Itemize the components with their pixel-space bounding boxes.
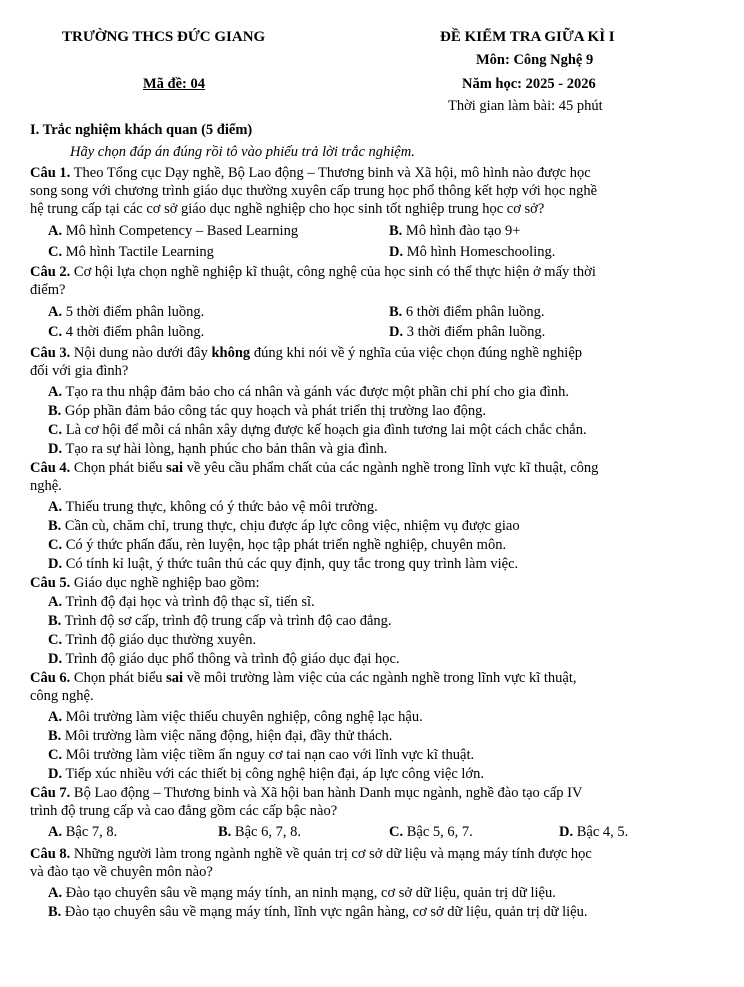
- option-b[interactable]: B. Môi trường làm việc năng động, hiện đại, đầy thử thách.: [48, 728, 393, 744]
- question-4: Câu 4. Chọn phát biểu sai về yêu cầu phẩm chất của các ngành nghề trong lĩnh vực kĩ thuật, công nghệ.: [30, 460, 599, 494]
- section-title: I. Trắc nghiệm khách quan (5 điểm): [30, 122, 253, 138]
- option-b[interactable]: B. Cần cù, chăm chỉ, trung thực, chịu được áp lực công việc, nhiệm vụ được giao: [48, 518, 520, 534]
- option-d[interactable]: D. Tạo ra sự hài lòng, hạnh phúc cho bản thân và gia đình.: [48, 441, 388, 457]
- option-a[interactable]: A. Tạo ra thu nhập đảm bảo cho cá nhân và gánh vác được một phần chi phí cho gia đình.: [48, 384, 570, 400]
- question-2: Câu 2. Cơ hội lựa chọn nghề nghiệp kĩ thuật, công nghệ của học sinh có thể thực hiện ở mấy thời điểm?: [30, 264, 596, 298]
- option-b[interactable]: B. 6 thời điểm phân luồng.: [389, 304, 545, 320]
- option-c[interactable]: C. Trình độ giáo dục thường xuyên.: [48, 632, 257, 648]
- option-d[interactable]: D. Có tính kỉ luật, ý thức tuân thủ các quy định, quy tắc trong quy trình làm việc.: [48, 556, 519, 572]
- option-d[interactable]: D. Bậc 4, 5.: [559, 824, 629, 840]
- option-a[interactable]: A. Thiếu trung thực, không có ý thức bảo vệ môi trường.: [48, 499, 378, 515]
- option-b[interactable]: B. Đào tạo chuyên sâu về mạng máy tính, lĩnh vực ngân hàng, cơ sở dữ liệu, quản trị dữ liệu.: [48, 904, 588, 920]
- option-c[interactable]: C. 4 thời điểm phân luồng.: [48, 324, 205, 340]
- question-stem: hệ trung cấp tại các cơ sở giáo dục nghề nghiệp cho học sinh tốt nghiệp trung học cơ sở?: [30, 201, 545, 217]
- option-a[interactable]: A. Bậc 7, 8.: [48, 824, 118, 840]
- question-6: Câu 6. Chọn phát biểu sai về môi trường làm việc của các ngành nghề trong lĩnh vực kĩ thuật, công nghệ.: [30, 670, 577, 704]
- option-c[interactable]: C. Môi trường làm việc tiềm ẩn nguy cơ tai nạn cao với lĩnh vực kĩ thuật.: [48, 747, 475, 763]
- question-3: Câu 3. Nội dung nào dưới đây không đúng khi nói về ý nghĩa của việc chọn đúng nghề nghiệp đối với gia đình?: [30, 345, 583, 379]
- option-d[interactable]: D. Trình độ giáo dục phổ thông và trình độ giáo dục đại học.: [48, 651, 400, 667]
- question-label: Câu 1.: [30, 165, 71, 181]
- option-a[interactable]: A. Môi trường làm việc thiếu chuyên nghiệp, công nghệ lạc hậu.: [48, 709, 423, 725]
- question-stem: song song với chương trình giáo dục thường xuyên cấp trung học phổ thông kết hợp với học nghề: [30, 183, 598, 199]
- option-b[interactable]: B. Trình độ sơ cấp, trình độ trung cấp và trình độ cao đẳng.: [48, 613, 392, 629]
- option-a[interactable]: A. Đào tạo chuyên sâu về mạng máy tính, an ninh mạng, cơ sở dữ liệu, quản trị dữ liệu.: [48, 885, 556, 901]
- question-stem: Theo Tổng cục Dạy nghề, Bộ Lao động – Thương binh và Xã hội, mô hình nào được học: [70, 165, 591, 181]
- option-c[interactable]: C. Là cơ hội để mỗi cá nhân xây dựng được kế hoạch gia đình tương lai một cách chắc chắn.: [48, 422, 587, 438]
- question-7: Câu 7. Bộ Lao động – Thương binh và Xã hội ban hành Danh mục ngành, nghề đào tạo cấp IV trình độ trung cấp và cao đẳng gồm các cấp bậc nào?: [30, 785, 583, 819]
- option-c[interactable]: C. Mô hình Tactile Learning: [48, 244, 214, 260]
- option-b[interactable]: B. Góp phần đảm bảo công tác quy hoạch và phát triển thị trường lao động.: [48, 403, 486, 419]
- option-d[interactable]: D. Tiếp xúc nhiều với các thiết bị công nghệ hiện đại, áp lực công việc lớn.: [48, 766, 484, 782]
- exam-code: Mã đề: 04: [143, 76, 206, 92]
- subject: Môn: Công Nghệ 9: [476, 52, 594, 68]
- question-5: Câu 5. Giáo dục nghề nghiệp bao gồm:: [30, 575, 260, 591]
- option-c[interactable]: C. Có ý thức phấn đấu, rèn luyện, học tập phát triển nghề nghiệp, chuyên môn.: [48, 537, 507, 553]
- option-d[interactable]: D. Mô hình Homeschooling.: [389, 244, 556, 260]
- option-b[interactable]: B. Bậc 6, 7, 8.: [218, 824, 301, 840]
- option-d[interactable]: D. 3 thời điểm phân luồng.: [389, 324, 546, 340]
- question-1: [30, 164, 720, 218]
- question-8: Câu 8. Những người làm trong ngành nghề về quản trị cơ sở dữ liệu và mạng máy tính được học và đào tạo về chuyên môn nào?: [30, 846, 592, 880]
- option-a[interactable]: A. 5 thời điểm phân luồng.: [48, 304, 205, 320]
- option-a[interactable]: A. Trình độ đại học và trình độ thạc sĩ, tiến sĩ.: [48, 594, 315, 610]
- exam-title: ĐỀ KIỂM TRA GIỮA KÌ I: [440, 29, 615, 45]
- option-b[interactable]: B. Mô hình đào tạo 9+: [389, 223, 521, 239]
- section-instruction: Hãy chọn đáp án đúng rồi tô vào phiếu trả lời trắc nghiệm.: [70, 144, 415, 160]
- school-year: Năm học: 2025 - 2026: [462, 76, 596, 92]
- option-c[interactable]: C. Bậc 5, 6, 7.: [389, 824, 473, 840]
- option-a[interactable]: A. Mô hình Competency – Based Learning: [48, 223, 299, 239]
- school-name: TRƯỜNG THCS ĐỨC GIANG: [62, 29, 266, 45]
- duration: Thời gian làm bài: 45 phút: [448, 98, 603, 114]
